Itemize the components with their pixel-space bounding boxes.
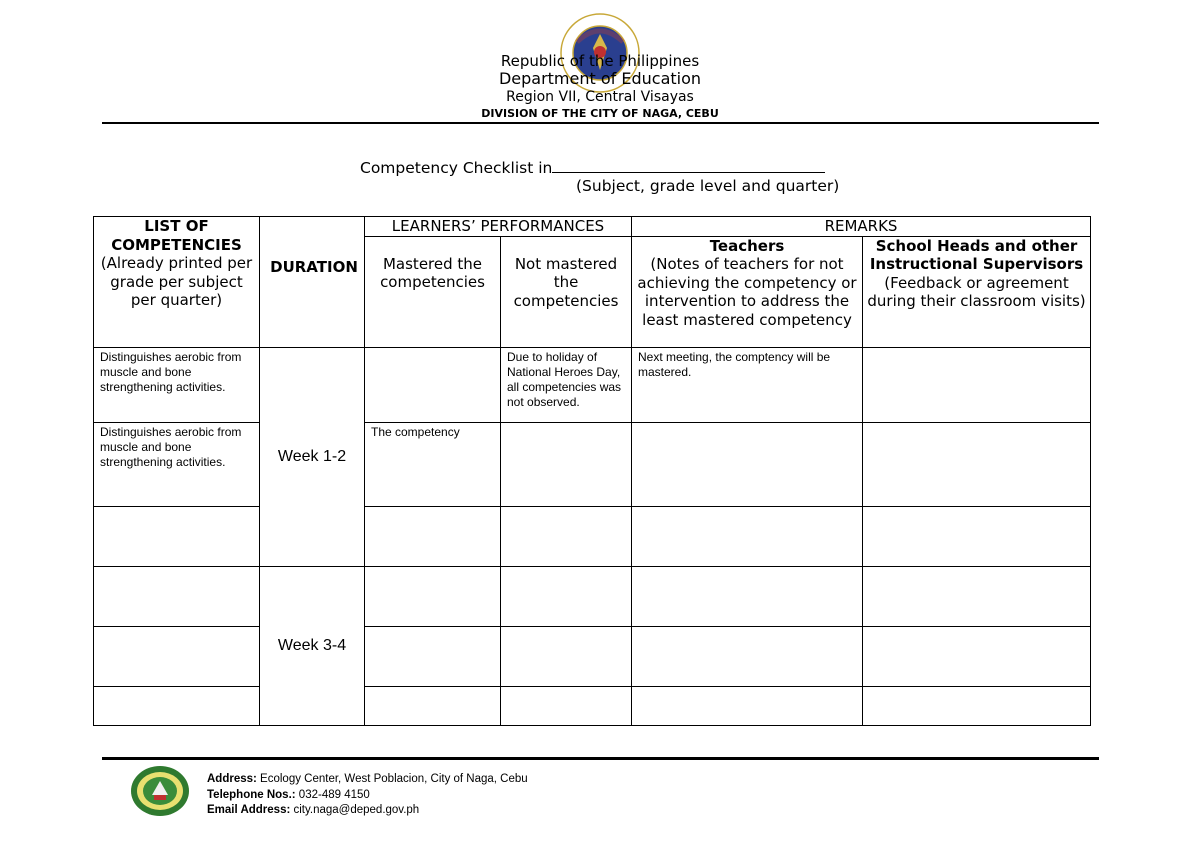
footer-address: Address: Ecology Center, West Poblacion, City of Naga, Cebu bbox=[207, 773, 528, 785]
competency-cell[interactable] bbox=[94, 566, 260, 626]
heads-remarks-cell[interactable] bbox=[863, 686, 1091, 725]
heads-remarks-cell[interactable] bbox=[863, 347, 1091, 422]
footer-email: Email Address: city.naga@deped.gov.ph bbox=[207, 804, 420, 816]
table-row bbox=[94, 506, 1091, 566]
mastered-cell[interactable] bbox=[365, 566, 501, 626]
not-mastered-cell[interactable] bbox=[501, 422, 632, 506]
heads-remarks-cell[interactable] bbox=[863, 422, 1091, 506]
header-learners-performances: LEARNERS’ PERFORMANCES bbox=[365, 217, 632, 237]
heads-remarks-cell[interactable] bbox=[863, 506, 1091, 566]
not-mastered-cell[interactable] bbox=[501, 566, 632, 626]
header-department: Department of Education bbox=[498, 69, 702, 88]
duration-week-3-4: Week 3-4 bbox=[260, 566, 365, 725]
header-competencies: LIST OF COMPETENCIES (Already printed per grade per subject per quarter) bbox=[94, 217, 260, 348]
competency-table bbox=[93, 216, 1091, 726]
header-not-mastered: Not mastered the competencies bbox=[501, 236, 632, 347]
mastered-cell[interactable] bbox=[365, 626, 501, 686]
competency-cell[interactable] bbox=[94, 626, 260, 686]
competency-cell[interactable]: Distinguishes aerobic from muscle and bone strengthening activities. bbox=[94, 347, 260, 422]
duration-week-1-2: Week 1-2 bbox=[260, 347, 365, 566]
subject-blank-line bbox=[552, 158, 825, 173]
header-mastered: Mastered the competencies bbox=[365, 236, 501, 347]
teachers-remarks-cell[interactable] bbox=[632, 566, 863, 626]
mastered-cell[interactable]: The competency bbox=[365, 422, 501, 506]
table-row bbox=[94, 626, 1091, 686]
header-region: Region VII, Central Visayas bbox=[506, 89, 694, 105]
footer-contact bbox=[207, 772, 528, 819]
checklist-subtitle: (Subject, grade level and quarter) bbox=[576, 177, 840, 195]
teachers-remarks-cell[interactable]: Next meeting, the comptency will be mastered. bbox=[632, 347, 863, 422]
competency-cell[interactable]: Distinguishes aerobic from muscle and bone strengthening activities. bbox=[94, 422, 260, 506]
teachers-remarks-cell[interactable] bbox=[632, 422, 863, 506]
footer-phone: Telephone Nos.: 032-489 4150 bbox=[207, 788, 370, 801]
teachers-remarks-cell[interactable] bbox=[632, 506, 863, 566]
heads-remarks-cell[interactable] bbox=[863, 566, 1091, 626]
header-remarks: REMARKS bbox=[632, 217, 1091, 237]
header-division: DIVISION OF THE CITY OF NAGA, CEBU bbox=[481, 107, 719, 120]
mastered-cell[interactable] bbox=[365, 506, 501, 566]
table-row bbox=[94, 686, 1091, 725]
not-mastered-cell[interactable] bbox=[501, 686, 632, 725]
mastered-cell[interactable] bbox=[365, 347, 501, 422]
header-duration: DURATION bbox=[260, 217, 365, 348]
header-divider bbox=[102, 122, 1099, 124]
table-row bbox=[94, 566, 1091, 626]
header-teachers: Teachers (Notes of teachers for not achieving the competency or intervention to address the least mastered competency bbox=[632, 236, 863, 347]
not-mastered-cell[interactable] bbox=[501, 506, 632, 566]
table-row bbox=[94, 422, 1091, 506]
not-mastered-cell[interactable]: Due to holiday of National Heroes Day, all competencies was not observed. bbox=[501, 347, 632, 422]
teachers-remarks-cell[interactable] bbox=[632, 686, 863, 725]
competency-cell[interactable] bbox=[94, 506, 260, 566]
division-logo bbox=[130, 765, 190, 817]
heads-remarks-cell[interactable] bbox=[863, 626, 1091, 686]
footer-divider bbox=[102, 757, 1099, 760]
table-row bbox=[94, 347, 1091, 422]
header-school-heads: School Heads and other Instructional Supervisors (Feedback or agreement during their classroom visits) bbox=[863, 236, 1091, 347]
not-mastered-cell[interactable] bbox=[501, 626, 632, 686]
header-republic: Republic of the Philippines bbox=[500, 52, 700, 70]
mastered-cell[interactable] bbox=[365, 686, 501, 725]
teachers-remarks-cell[interactable] bbox=[632, 626, 863, 686]
competency-cell[interactable] bbox=[94, 686, 260, 725]
checklist-title: Competency Checklist in bbox=[360, 158, 825, 177]
